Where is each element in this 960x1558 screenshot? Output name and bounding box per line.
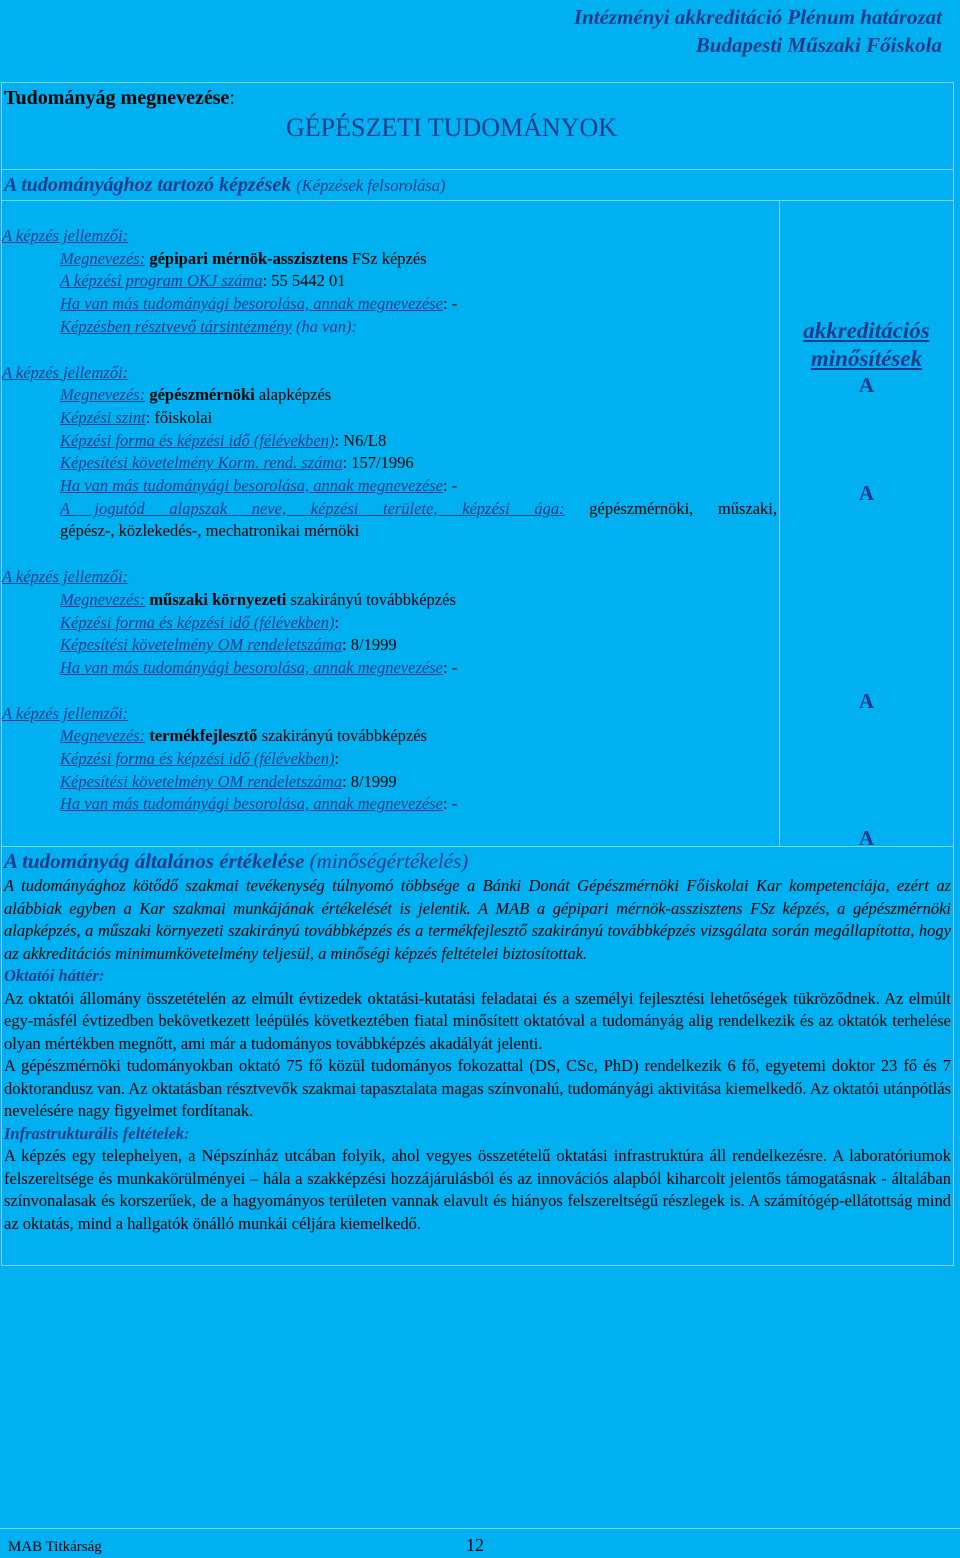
program-item: [2, 225, 779, 339]
program-type: alapképzés: [258, 385, 332, 405]
form-key: Képzési forma és képzési idő (félévekben): [60, 430, 335, 450]
accreditation-heading-line-2: minősítések: [810, 346, 923, 371]
other-classification-key: Ha van más tudományági besorolása, annak megnevezése: [60, 294, 443, 314]
accreditation-heading: [780, 317, 953, 373]
other-classification-value: : -: [442, 294, 458, 314]
requirement-key: Képesítési követelmény OM rendeletszáma: [60, 635, 343, 655]
staff-paragraph-1: Az oktatói állomány összetételén az elmúlt évtizedek oktatási-kutatási feladatai és a személyi fejlesztési lehetőségek tükröződnek. Az elmúlt egy-másfél évtizedben bekövetkezett leépülés következtében fiatal minősített oktatóval a tudományág alig rendelkezik és az oktatók terhelése olyan mértékben megnőtt, ami már a tudományos továbbképzés akadályát jelenti.: [4, 988, 951, 1053]
program-head: A képzés jellemzői:: [2, 703, 129, 723]
field-label: Tudományág megnevezése:: [4, 87, 235, 109]
evaluation-title-bold: A tudományág általános értékelése: [4, 849, 305, 873]
grade-badge: A: [858, 826, 875, 850]
program-name-key: Megnevezés:: [60, 589, 146, 609]
evaluation-section: [2, 847, 953, 1265]
program-list-heading-note: (Képzések felsorolása): [296, 176, 446, 195]
accreditation-column: [780, 201, 953, 850]
program-descriptions: [2, 201, 780, 846]
requirement-key: Képesítési követelmény Korm. rend. száma: [60, 453, 343, 473]
program-head: A képzés jellemzői:: [2, 362, 129, 382]
grade-badge: A: [858, 481, 875, 505]
okj-value: : 55 5442 01: [262, 271, 346, 291]
other-classification-key: Ha van más tudományági besorolása, annak megnevezése: [60, 657, 443, 677]
requirement-value: : 8/1999: [342, 635, 397, 655]
requirement-value: : 8/1999: [342, 771, 397, 791]
page-number: 12: [466, 1535, 484, 1555]
program-type: szakirányú továbbképzés: [290, 589, 456, 609]
staff-paragraph-2: A gépészmérnöki tudományokban oktató 75 fő közül tudományos fokozattal (DS, CSc, PhD) rendelkezik 6 fő, egyetemi doktor 23 fő és 7 doktorandusz van. Az oktatásban résztvevők szakmai tapasztalata magas színvonalú, tudományági aktivitása kiemelkedő. Az oktatói utánpótlás nevelésére nagy figyelmet fordítanak.: [4, 1056, 951, 1120]
other-classification-key: Ha van más tudományági besorolása, annak megnevezése: [60, 794, 443, 814]
program-head: A képzés jellemzői:: [2, 567, 129, 587]
level-value: : főiskolai: [145, 407, 213, 427]
successor-value-cont: gépész-, közlekedés-, mechatronikai mérnöki: [60, 521, 360, 541]
grade-badge: A: [858, 373, 875, 397]
other-classification-value: : -: [442, 794, 458, 814]
form-value: : N6/L8: [334, 430, 387, 450]
other-classification-key: Ha van más tudományági besorolása, annak megnevezése: [60, 476, 443, 496]
program-type: FSz képzés: [351, 248, 427, 268]
program-head: A képzés jellemzői:: [2, 226, 129, 245]
program-name-key: Megnevezés:: [60, 248, 146, 268]
program-item: [2, 362, 779, 544]
form-key: Képzési forma és képzési idő (félévekben): [60, 612, 335, 632]
program-type: szakirányú továbbképzés: [261, 726, 427, 746]
program-name-key: Megnevezés:: [60, 726, 146, 746]
infrastructure-subtitle: Infrastrukturális feltételek:: [4, 1123, 190, 1143]
program-name: gépészmérnöki: [149, 385, 255, 405]
field-title-row: [2, 83, 953, 170]
successor-key: A jogutód alapszak neve, képzési területe, képzési ága:: [60, 498, 565, 518]
main-table: [1, 82, 954, 1266]
okj-key: A képzési program OKJ száma: [60, 271, 263, 291]
header-line-2: Budapesti Műszaki Főiskola: [695, 33, 942, 57]
infrastructure-paragraph: A képzés egy telephelyen, a Népszínház utcában folyik, ahol vegyes összetételű oktatási infrastruktúra áll rendelkezésre. A laboratóriumok felszereltsége és munkakörülményei – hála a szakképzési hozzájárulásból és az innovációs alapból kiharcolt jelentős támogatásnak - általában színvonalasak és korszerűek, de a hagyományos területen vannak elavult és hiányos felszereltségű részlegek is. A számítógép-ellátottság mind az oktatás, mind a hallgatók önálló munkái céljára kiemelkedő.: [4, 1146, 951, 1233]
partner-key: Képzésben résztvevő társintézmény: [60, 316, 292, 336]
requirement-key: Képesítési követelmény OM rendeletszáma: [60, 771, 343, 791]
document-header: [574, 3, 942, 59]
level-key: Képzési szint: [60, 407, 146, 427]
evaluation-intro: A tudományághoz kötődő szakmai tevékenység túlnyomó többsége a Bánki Donát Gépészmérnöki Főiskolai Kar kompetenciája, ezért az alábbiak egyben a Kar szakmai munkájának értékelését is jelentik. A MAB a gépipari mérnök-asszisztens FSz képzés, a gépészmérnöki alapképzés, a műszaki környezeti szakirányú továbbképzés és a termékfejlesztő szakirányú továbbképzés vizsgálata során megállapította, hogy az akkreditációs minimumkövetelmény teljesül, a minőségi képzés feltételei biztosítottak.: [4, 876, 951, 963]
form-key: Képzési forma és képzési idő (félévekben): [60, 749, 335, 769]
staff-subtitle: Oktatói háttér:: [4, 966, 105, 985]
footer-organization: MAB Titkárság: [8, 1539, 102, 1555]
program-name-key: Megnevezés:: [60, 385, 146, 405]
evaluation-title: [4, 847, 951, 875]
program-list-heading-bold: A tudományághoz tartozó képzések: [4, 174, 292, 196]
program-list-heading: [2, 170, 953, 201]
program-name: termékfejlesztő: [149, 726, 258, 746]
grade-badge: A: [858, 689, 875, 713]
program-grid: [2, 201, 953, 850]
requirement-value: : 157/1996: [342, 453, 414, 473]
form-value: :: [334, 612, 340, 632]
partner-value: (ha van):: [296, 316, 357, 336]
header-line-1: Intézményi akkreditáció Plénum határozat: [573, 5, 942, 29]
program-item: [2, 703, 779, 817]
other-classification-value: : -: [442, 476, 458, 496]
program-name: gépipari mérnök-asszisztens: [149, 248, 348, 268]
accreditation-heading-line-1: akkreditációs: [803, 318, 930, 343]
other-classification-value: : -: [442, 657, 458, 677]
form-value: :: [334, 749, 340, 769]
successor-value: gépészmérnöki, műszaki,: [589, 498, 778, 518]
field-name: GÉPÉSZETI TUDOMÁNYOK: [286, 113, 618, 142]
evaluation-title-rest: (minőségértékelés): [309, 849, 469, 873]
program-item: [2, 566, 779, 680]
page-footer: [0, 1528, 960, 1558]
program-name: műszaki környezeti: [149, 589, 287, 609]
